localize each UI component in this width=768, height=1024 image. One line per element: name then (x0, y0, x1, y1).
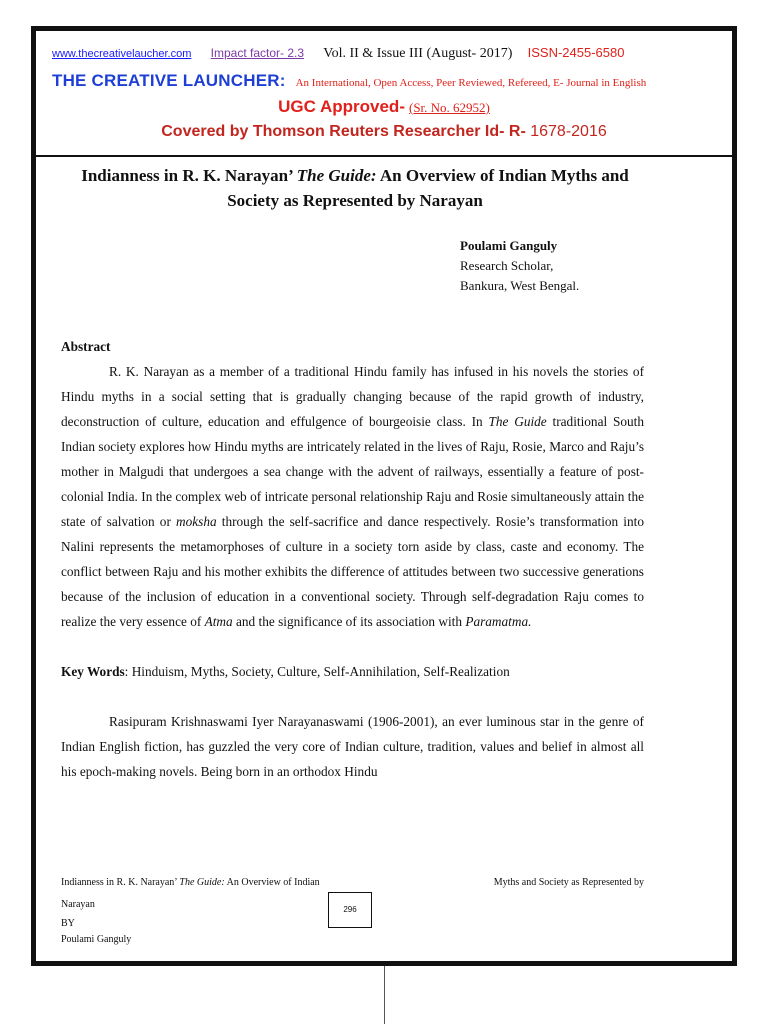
author-block (460, 236, 579, 296)
author-name: Poulami Ganguly (460, 238, 558, 253)
author-role: Research Scholar, (460, 258, 554, 273)
researcher-id: 1678-2016 (530, 123, 607, 140)
keywords: Key Words: Hinduism, Myths, Society, Culture, Self-Annihilation, Self-Realization (61, 664, 510, 679)
page-divider-line (384, 966, 385, 1024)
header-divider (36, 155, 732, 157)
volume-issue: Vol. II & Issue III (August- 2017) (323, 46, 513, 61)
ugc-line (36, 97, 732, 117)
covered-text: Covered by Thomson Reuters Researcher Id- R- (161, 123, 526, 140)
article-body (61, 334, 644, 784)
footer-title-left: Indianness in R. K. Narayan’ The Guide: An Overview of Indian (61, 877, 320, 888)
footer-by: BY (61, 918, 75, 929)
footer-title-right: Myths and Society as Represented by (493, 877, 644, 888)
journal-name-line (52, 71, 646, 91)
website-link[interactable]: www.thecreativelaucher.com (52, 48, 192, 60)
journal-tagline: An International, Open Access, Peer Reviewed, Refereed, E- Journal in English (295, 77, 647, 89)
page-number: 296 (328, 892, 372, 928)
ugc-number: (Sr. No. 62952) (408, 100, 490, 115)
issn: ISSN-2455-6580 (527, 45, 625, 60)
footer-title-line2: Narayan (61, 899, 95, 910)
impact-factor: Impact factor- 2.3 (210, 46, 305, 60)
journal-name: THE CREATIVE LAUNCHER: (52, 71, 286, 90)
article-title: Indianness in R. K. Narayan’ The Guide: An Overview of Indian Myths and Society as Represented by Narayan (81, 166, 629, 210)
ugc-approved: UGC Approved- (278, 97, 405, 116)
intro-paragraph: Rasipuram Krishnaswami Iyer Narayanaswami (1906-2001), an ever luminous star in the genre of Indian English fiction, has guzzled the very core of Indian culture, tradition, values and belief in almost all his epoch-making novels. Being born in an orthodox Hindu (61, 714, 644, 779)
journal-info-line (52, 45, 624, 62)
abstract-heading: Abstract (61, 339, 111, 354)
footer-author: Poulami Ganguly (61, 934, 132, 945)
covered-line (36, 123, 732, 141)
abstract-paragraph: R. K. Narayan as a member of a traditional Hindu family has infused in his novels the stories of Hindu myths in a social setting that is gradually changing because of the rapid growth of industry, deconstruction of culture, education and effulgence of bourgeoisie class. In The Guide traditional South Indian society explores how Hindu myths are intricately related in the lives of Raju, Rosie, Marco and Raju’s mother in Malgudi that undergoes a sea change with the advent of railways, essentially a feature of post-colonial India. In the complex web of intricate personal relationship Raju and Rosie simultaneously attain the state of salvation or moksha through the self-sacrifice and dance respectively. Rosie’s transformation into Nalini represents the metamorphoses of culture in a society torn aside by class, caste and economy. The conflict between Raju and his mother exhibits the difference of attitudes between two successive generations because of the inclusion of education in a conventional society. Through self-degradation Raju comes to realize the very essence of Atma and the significance of its association with Paramatma. (61, 364, 644, 629)
author-place: Bankura, West Bengal. (460, 278, 580, 293)
